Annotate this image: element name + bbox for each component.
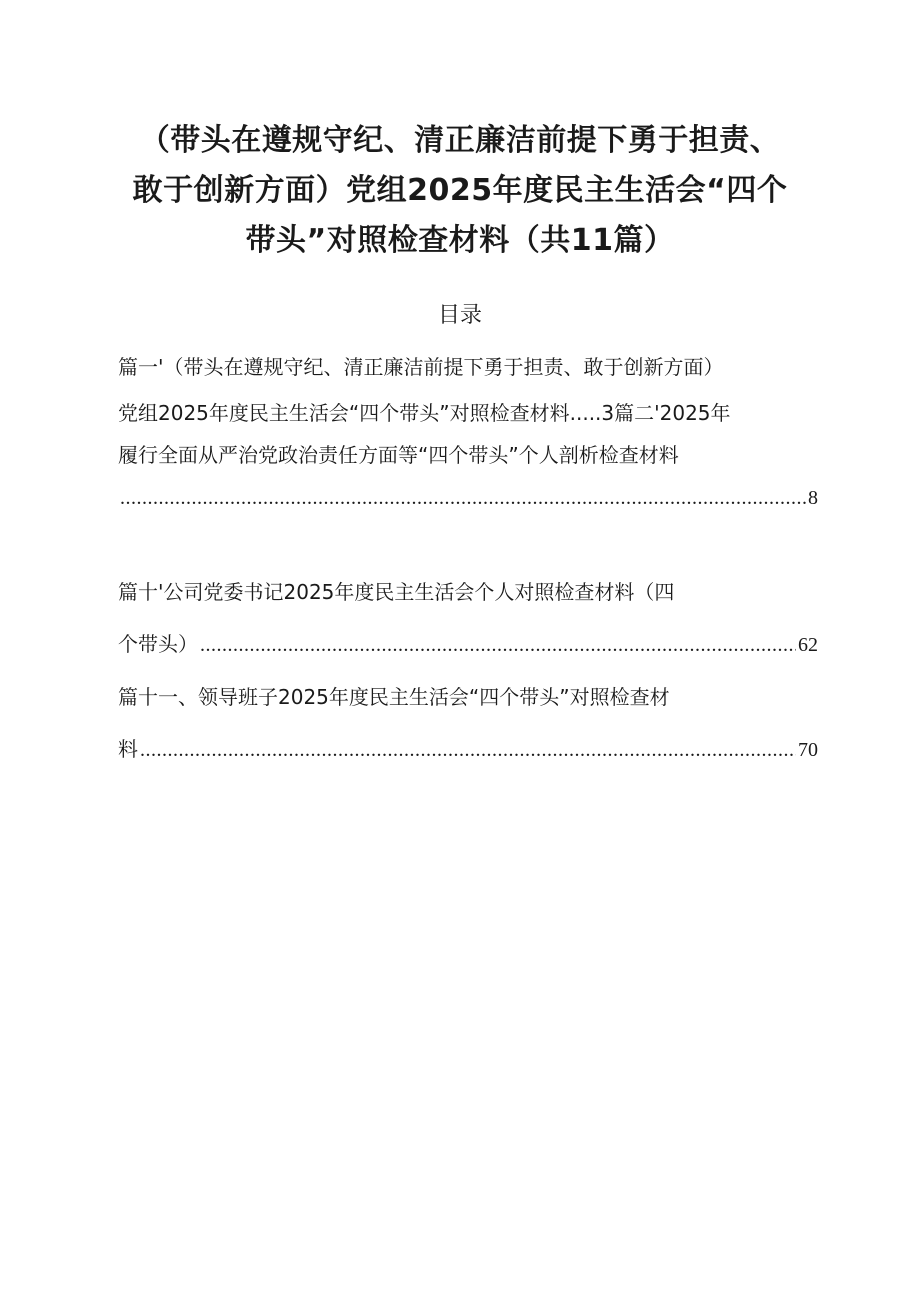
dot-leader: [140, 735, 796, 765]
title-line-1: （带头在遵规守纪、清正廉洁前提下勇于担责、: [139, 123, 781, 158]
toc-entry-3-line-2: 个带头）: [118, 632, 198, 656]
dot-leader: [120, 483, 806, 513]
document-title: [60, 116, 860, 266]
toc-entry-3-leader[interactable]: [118, 629, 818, 659]
title-line-3: 带头”对照检查材料（共11篇）: [245, 223, 675, 258]
toc-entry-2-line-1[interactable]: 履行全面从严治党政治责任方面等“四个带头”个人剖析检查材料: [118, 443, 679, 467]
toc-entry-2-page: 8: [808, 487, 818, 509]
dot-leader: [200, 630, 796, 660]
toc-entry-4-line-2: 料: [118, 737, 138, 761]
toc-entry-1-line-2[interactable]: 党组2025年度民主生活会“四个带头”对照检查材料.....3篇二'2025年: [118, 401, 731, 425]
title-line-2: 敢于创新方面）党组2025年度民主生活会“四个: [132, 173, 788, 208]
toc-entry-2-leader[interactable]: [118, 483, 818, 513]
toc-heading: 目录: [437, 303, 482, 328]
toc-entry-4-line-1[interactable]: 篇十一、领导班子2025年度民主生活会“四个带头”对照检查材: [118, 685, 670, 709]
toc-entry-4-leader[interactable]: [118, 734, 818, 764]
toc-entry-3-page: 62: [798, 634, 818, 656]
toc-entry-1-line-1[interactable]: 篇一'（带头在遵规守纪、清正廉洁前提下勇于担责、敢于创新方面）: [118, 355, 724, 379]
toc-entry-4-page: 70: [798, 739, 818, 761]
toc-entry-3-line-1[interactable]: 篇十'公司党委书记2025年度民主生活会个人对照检查材料（四: [118, 580, 675, 604]
